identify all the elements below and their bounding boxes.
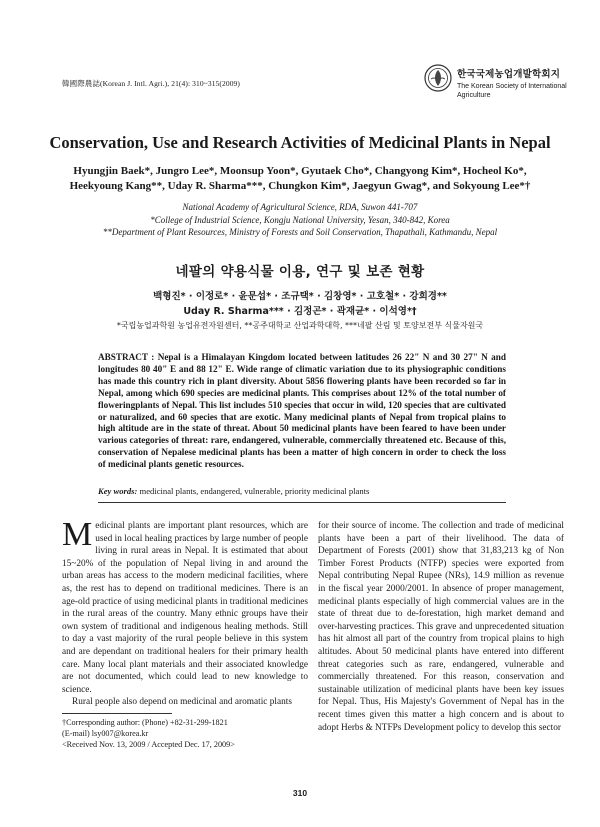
society-name-korean: 한국국제농업개발학회지 <box>457 69 561 80</box>
paper-title: Conservation, Use and Research Activities of Medicinal Plants in Nepal <box>49 133 551 152</box>
footnotes <box>62 717 312 750</box>
society-name <box>457 66 587 100</box>
abstract-divider <box>98 502 506 503</box>
drop-cap: M <box>62 516 93 553</box>
corresponding-author: †Corresponding author: (Phone) +82-31-299-1821 <box>62 718 228 727</box>
korean-author-line-1: 백형진* · 이정로* · 윤문섭* · 조규택* · 김창영* · 고호철* · 강희경** <box>153 291 447 302</box>
society-name-english <box>457 82 587 100</box>
korean-title: 네팔의 약용식물 이용, 연구 및 보존 현황 <box>175 264 425 280</box>
society-logo-block <box>424 64 584 104</box>
body-paragraph <box>62 516 308 696</box>
author-line-1: Hyungjin Baek*, Jungro Lee*, Moonsup Yoon*, Gyutaek Cho*, Changyong Kim*, Hocheol Ko*, <box>73 165 527 177</box>
affiliation-3: **Department of Plant Resources, Ministry of Forests and Soil Conservation, Thapathali, Kathmandu, Nepal <box>102 227 498 237</box>
affiliation-1: National Academy of Agricultural Science, RDA, Suwon 441-707 <box>182 202 418 212</box>
body-column-right <box>318 520 564 734</box>
body-paragraph: for their source of income. The collection and trade of medicinal plants have been a part of their livelihood. The data of Department of Forests (2001) show that 31,83,213 kg of Non Timber Forest Products (NTFP) species were exported from Nepal contributing Nepal Rupee (NRs), 14.9 million as revenue in the fiscal year 2000/2001. In absence of proper management, medicinal plants especially of high commercial values are in the state of threat due to de-forestation, high market demand and over-harvesting practices. This grave and unprecedented situation has hit almost all part of the country from tropical plains to high altitudes. About 50 medicinal plants have entered into different threat categories such as rare, endangered, vulnerable and commercially threatened. For this reason, conservation and sustainable utilization of medicinal plants have been key issues for Nepal. Thus, His Majesty's Government of Nepal has in the recent times given this matter a high concern and is about to adopt Herbs & NTFPs Development policy to develop this sector <box>318 521 564 733</box>
footnote-divider <box>62 713 172 714</box>
korean-author-list <box>60 289 540 319</box>
received-accepted-dates: <Received Nov. 13, 2009 / Accepted Dec. 17, 2009> <box>62 740 235 749</box>
keywords <box>98 486 506 496</box>
journal-reference: 韓國際農誌(Korean J. Intl. Agri.), 21(4): 310~315(2009) <box>62 79 240 88</box>
body-paragraph: Rural people also depend on medicinal and aromatic plants <box>72 697 292 708</box>
korean-affiliations: *국립농업과학원 농업유전자원센터, **공주대학교 산업과학대학, ***네팔 산림 및 토양보전부 식물자원국 <box>116 321 484 330</box>
author-list <box>60 164 540 194</box>
abstract-text: Nepal is a Himalayan Kingdom located between latitudes 26 22" N and 30 27" N and longitudes 80 40" E and 88 12" E. Wide range of climatic variation due to its physiographic conditions has made this country rich in plant diversity. About 5856 flowering plants have been recorded so far in Nepal, among which 690 species are medicinal plants. This comprises about 12% of the total number of floweringplants of Nepal. This list includes 510 species that occur in wild, 120 species that are cultivated or naturalized, and 60 species that are exotic. Many medicinal plants of Nepal from tropical plains to high altitude are in the state of threat. About 50 medicinal plants have been feared to have been under various categories of threat: rare, endangered, vulnerable, commercially threatened etc. Because of this, conservation of Nepalese medicinal plants has been a matter of high concern in order to check the loss of medicinal plants genetic resources. <box>98 352 506 470</box>
body-paragraph-text: edicinal plants are important plant resources, which are used in local healing practices by large number of people living in rural areas in Nepal. It is estimated that about 15~20% of the population of Nepal living in and around the urban areas has access to the modern medicinal facilities, where as, the rest has to depend on traditional medicines. There is an age-old practice of using medicinal plants in traditional medicines in the rural areas of the country. Many ethnic groups have their own system of traditional and indigenous healing methods. Still to day a vast majority of the rural people believe in this system and are dependant on traditional healers for their primary health care. Many local plant materials and their associated knowledge are not documented, which could lead to new knowledge to science. <box>62 521 308 695</box>
keywords-text: medicinal plants, endangered, vulnerable, priority medicinal plants <box>139 486 370 496</box>
society-name-english-line1: The Korean Society of International <box>457 83 567 90</box>
keywords-label: Key words: <box>98 486 138 496</box>
abstract <box>98 352 506 471</box>
society-seal-icon <box>424 64 452 92</box>
affiliation-2: *College of Industrial Science, Kongju National University, Yesan, 340-842, Korea <box>150 214 450 225</box>
korean-author-line-2: Uday R. Sharma*** · 김정곤* · 곽재균* · 이석영*† <box>183 306 417 317</box>
body-column-left <box>62 516 308 709</box>
author-email: (E-mail) lsy007@korea.kr <box>62 729 149 738</box>
abstract-label: ABSTRACT : <box>98 352 155 362</box>
page-number: 310 <box>292 788 308 798</box>
affiliations <box>40 201 560 239</box>
society-name-english-line2: Agriculture <box>457 92 491 99</box>
author-line-2: Heekyoung Kang**, Uday R. Sharma***, Chungkon Kim*, Jaegyun Gwag*, and Sokyoung Lee*† <box>69 180 531 192</box>
